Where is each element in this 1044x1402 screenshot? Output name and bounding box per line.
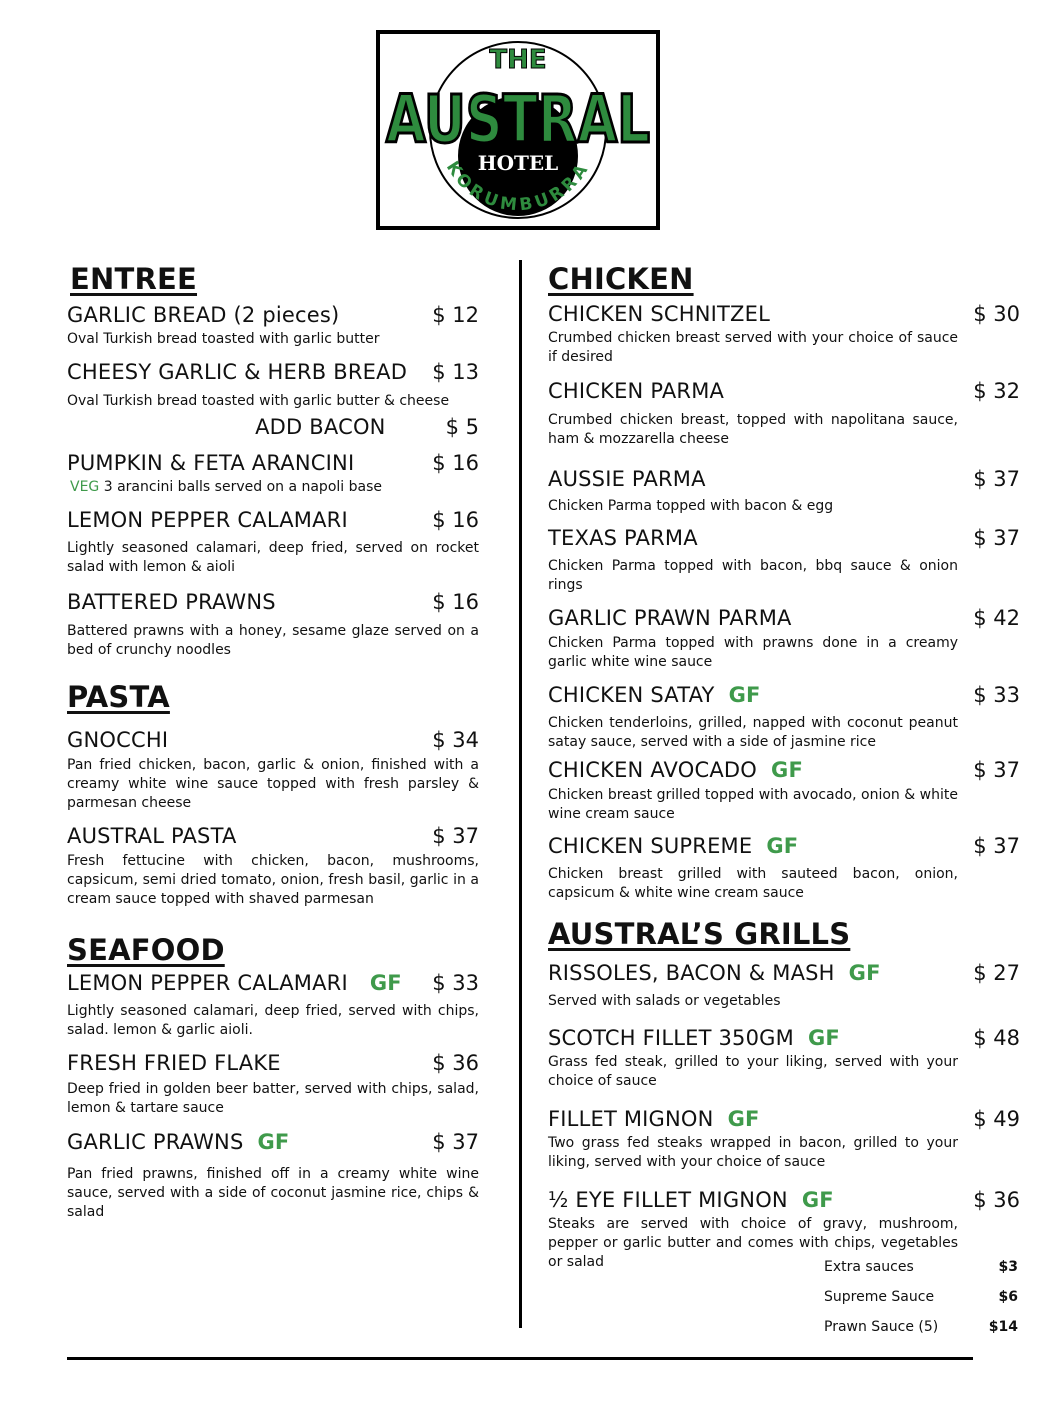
item-price: $ 37 [973, 526, 1020, 550]
item-price: $ 37 [973, 758, 1020, 782]
section-title-pasta: PASTA [67, 680, 170, 714]
item-description: Chicken Parma topped with bacon, bbq sauce & onion rings [548, 558, 958, 593]
menu-item [548, 1024, 1020, 1091]
item-description: Steaks are served with choice of gravy, mushroom, pepper or garlic butter and comes with chips, vegetables or salad [548, 1216, 958, 1270]
item-price: $ 16 [432, 590, 479, 614]
item-description: Deep fried in golden beer batter, served with chips, salad, lemon & tartare sauce [67, 1081, 479, 1116]
gf-badge: GF [257, 1130, 290, 1154]
menu-item [67, 588, 479, 660]
menu-item [548, 756, 1020, 824]
right-column [548, 262, 1020, 1272]
menu-item [67, 449, 479, 497]
item-description: Oval Turkish bread toasted with garlic butter [67, 331, 380, 347]
hotel-logo [376, 30, 660, 230]
item-price: $ 16 [432, 451, 479, 475]
item-price: $ 27 [973, 961, 1020, 985]
extra-price: $6 [998, 1289, 1018, 1305]
item-name: SCOTCH FILLET 350GM GF [548, 1026, 840, 1050]
item-name: GNOCCHI [67, 728, 169, 752]
item-price: $ 12 [432, 303, 479, 327]
item-price: $ 33 [432, 971, 479, 995]
gf-badge: GF [771, 758, 803, 782]
item-description: Chicken tenderloins, grilled, napped with coconut peanut satay sauce, served with a side of jasmine rice [548, 715, 958, 750]
item-description: Chicken breast grilled with sauteed bacon, onion, capsicum & white wine cream sauce [548, 866, 958, 901]
left-column [67, 262, 479, 1222]
item-name: BATTERED PRAWNS [67, 590, 276, 614]
gf-badge: GF [728, 683, 761, 707]
item-description: Chicken breast grilled topped with avocado, onion & white wine cream sauce [548, 787, 958, 822]
list-item [824, 1316, 1018, 1346]
item-name: TEXAS PARMA [548, 526, 698, 550]
gf-badge: GF [766, 834, 799, 858]
menu-item [548, 459, 1020, 516]
item-name: LEMON PEPPER CALAMARI [67, 508, 348, 532]
extra-label: Prawn Sauce (5) [824, 1319, 939, 1335]
addon-price: $ 5 [445, 415, 479, 439]
item-price: $ 37 [973, 834, 1020, 858]
menu-item [67, 718, 479, 813]
item-price: $ 37 [432, 1130, 479, 1154]
column-divider [519, 260, 522, 1328]
item-description: Lightly seasoned calamari, deep fried, served on rocket salad with lemon & aioli [67, 540, 479, 575]
extra-label: Extra sauces [824, 1259, 914, 1275]
item-name: CHICKEN PARMA [548, 379, 725, 403]
item-name: RISSOLES, BACON & MASH GF [548, 961, 881, 985]
item-name: CHEESY GARLIC & HERB BREAD [67, 360, 408, 384]
logo-main-text: AUSTRAL [386, 81, 650, 158]
extra-label: Supreme Sauce [824, 1289, 935, 1305]
menu-addon [67, 413, 479, 441]
item-name: GARLIC PRAWN PARMA [548, 606, 792, 630]
item-name: AUSSIE PARMA [548, 467, 706, 491]
item-name: CHICKEN SCHNITZEL [548, 302, 771, 326]
menu-item [67, 358, 479, 411]
item-price: $ 32 [973, 379, 1020, 403]
item-description: Crumbed chicken breast, topped with napolitana sauce, ham & mozzarella cheese [548, 412, 958, 447]
section-title-seafood: SEAFOOD [67, 933, 225, 967]
veg-badge: VEG [70, 479, 100, 495]
gf-badge: GF [801, 1188, 834, 1212]
gf-badge: GF [807, 1026, 840, 1050]
item-description: Battered prawns with a honey, sesame glaze served on a bed of crunchy noodles [67, 623, 479, 658]
item-description: Grass fed steak, grilled to your liking, served with your choice of sauce [548, 1054, 958, 1089]
menu-item [67, 301, 479, 349]
menu-item [548, 604, 1020, 672]
item-price: $ 34 [432, 728, 479, 752]
item-name: LEMON PEPPER CALAMARI GF [67, 971, 402, 995]
item-description: Chicken Parma topped with bacon & egg [548, 498, 834, 514]
logo-top-text: THE [489, 45, 547, 75]
menu-item [67, 506, 479, 577]
item-price: $ 37 [973, 467, 1020, 491]
footer-rule [67, 1357, 973, 1360]
item-price: $ 48 [973, 1026, 1020, 1050]
item-price: $ 36 [973, 1188, 1020, 1212]
gf-badge: GF [848, 961, 881, 985]
item-description: Chicken Parma topped with prawns done in a creamy garlic white wine sauce [548, 635, 958, 670]
list-item [824, 1286, 1018, 1316]
logo-arc-text: KORUMBURRA [441, 157, 595, 216]
item-price: $ 36 [432, 1051, 479, 1075]
extra-price: $14 [988, 1319, 1018, 1335]
addon-name: ADD BACON [255, 415, 386, 439]
item-name: CHICKEN SUPREME GF [548, 834, 799, 858]
section-title-grills: AUSTRAL’S GRILLS [548, 917, 851, 951]
item-price: $ 16 [432, 508, 479, 532]
item-name: CHICKEN AVOCADO GF [548, 758, 803, 782]
item-description: Two grass fed steaks wrapped in bacon, grilled to your liking, served with your choice of sauce [548, 1135, 958, 1170]
gf-badge: GF [369, 971, 402, 995]
list-item [824, 1256, 1018, 1286]
item-price: $ 37 [432, 824, 479, 848]
menu-item [67, 1049, 479, 1118]
menu-item [548, 300, 1020, 367]
item-price: $ 30 [973, 302, 1020, 326]
menu-item [548, 524, 1020, 595]
extra-sauces-list [824, 1256, 1018, 1346]
item-name: CHICKEN SATAY GF [548, 683, 761, 707]
menu-item [548, 681, 1020, 752]
item-description: Oval Turkish bread toasted with garlic butter & cheese [67, 393, 450, 409]
item-description: VEG 3 arancini balls served on a napoli base [70, 479, 382, 495]
item-description: Pan fried prawns, finished off in a creamy white wine sauce, served with a side of coconut jasmine rice, chips & salad [67, 1166, 479, 1220]
item-name: PUMPKIN & FETA ARANCINI [67, 451, 355, 475]
gf-badge: GF [727, 1107, 760, 1131]
menu-item [548, 959, 1020, 1011]
item-description: Pan fried chicken, bacon, garlic & onion, finished with a creamy white wine sauce topped with fresh parsley & parmesan cheese [67, 757, 479, 811]
menu-item [548, 1105, 1020, 1172]
menu-item [548, 832, 1020, 903]
item-description: Crumbed chicken breast served with your choice of sauce if desired [548, 330, 958, 365]
item-name: FRESH FRIED FLAKE [67, 1051, 281, 1075]
section-title-chicken: CHICKEN [548, 262, 694, 296]
item-price: $ 49 [973, 1107, 1020, 1131]
extra-price: $3 [998, 1259, 1018, 1275]
item-price: $ 33 [973, 683, 1020, 707]
item-name: GARLIC BREAD (2 pieces) [67, 303, 340, 327]
item-price: $ 13 [432, 360, 479, 384]
item-description: Lightly seasoned calamari, deep fried, served with chips, salad. lemon & garlic aioli. [67, 1003, 479, 1038]
item-name: ½ EYE FILLET MIGNON GF [548, 1188, 834, 1212]
item-name: GARLIC PRAWNS GF [67, 1130, 290, 1154]
section-title-entree: ENTREE [70, 262, 198, 296]
item-name: FILLET MIGNON GF [548, 1107, 760, 1131]
menu-item [548, 377, 1020, 449]
item-description: Served with salads or vegetables [548, 993, 781, 1009]
item-name: AUSTRAL PASTA [67, 824, 237, 848]
logo-sub-text: HOTEL [477, 151, 559, 175]
menu-item [67, 822, 479, 909]
item-price: $ 42 [973, 606, 1020, 630]
menu-item [67, 969, 479, 1040]
item-description: Fresh fettucine with chicken, bacon, mushrooms, capsicum, semi dried tomato, onion, fresh basil, garlic in a cream sauce topped with shaved parmesan [67, 853, 479, 907]
menu-item [67, 1128, 479, 1222]
